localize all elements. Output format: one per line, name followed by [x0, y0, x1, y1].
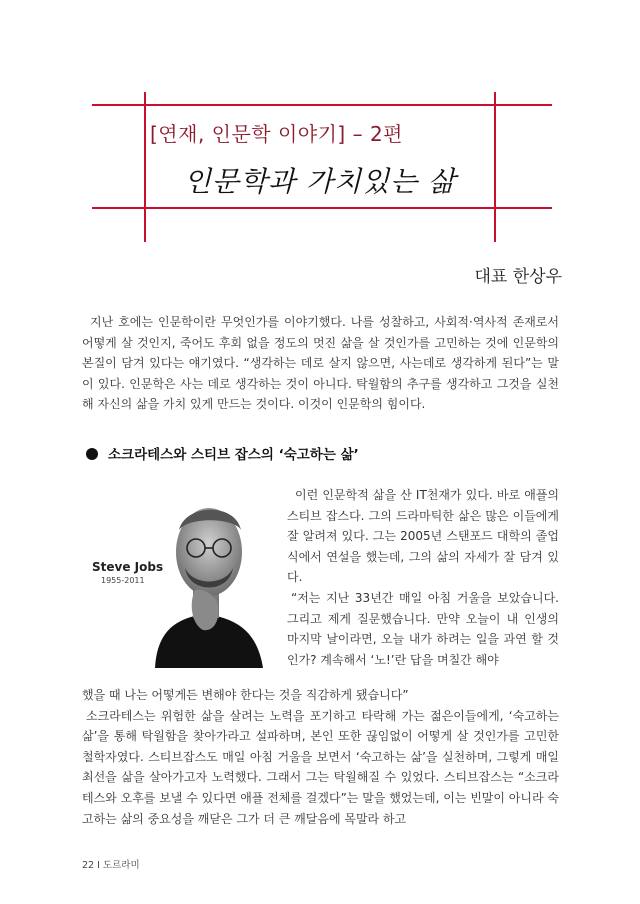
body-right-column	[287, 485, 559, 670]
quote-text-end: 했을 때 나는 어떻게든 변해야 한다는 것을 직감하게 됐습니다”	[82, 688, 409, 702]
intro-text: 지난 호에는 인문학이란 무엇인가를 이야기했다. 나를 성찰하고, 사회적·역사적 존재로서 어떻게 살 것인지, 죽어도 후회 없을 정도의 멋진 삶을 살 것인가를 고민하는 것에 인문학의 본질이 담겨 있다는 얘기였다. “생각하는 데로 살지 않으면, 사는데로 생각하게 된다”는 말이 있다. 인문학은 사는 데로 생각하는 것이 아니다. 탁월함의 추구를 생각하고 그것을 실천해 자신의 삶을 가치 있게 만드는 것이다. 이것이 인문학의 힘이다.	[82, 315, 559, 412]
closing-text: 소크라테스는 위험한 삶을 살려는 노력을 포기하고 타락해 가는 젊은이들에게, ‘숙고하는 삶’을 통해 탁월함을 찾아가라고 설파하며, 본인 또한 끊임없이 어떻게 살 것인가를 고민한 철학자였다. 스티브잡스도 매일 아침 거울을 보면서 ‘숙고하는 삶’을 실천하며, 그렇게 매일 최선을 삶을 살아가고자 노력했다. 그래서 그는 탁월해질 수 있었다. 스티브잡스는 “소크라테스와 오후를 보낼 수 있다면 애플 전체를 걸겠다”는 말을 했었는데, 이는 빈말이 아니라 숙고하는 삶의 중요성을 깨닫은 그가 더 큰 깨달음에 목말라 하고	[82, 708, 559, 826]
bullet-icon	[86, 448, 98, 460]
photo-caption-name: Steve Jobs	[92, 560, 164, 574]
author-byline: 대표 한상우	[474, 267, 562, 287]
section-heading	[86, 443, 359, 463]
body-right-text: 이런 인문학적 삶을 산 IT천재가 있다. 바로 애플의 스티브 잡스다. 그의 드라마틱한 삶은 많은 이들에게 잘 알려져 있다. 그는 2005년 스탠포드 대학의 졸업식에서 연설을 했는데, 그의 삶의 자세가 잘 담겨 있다.	[287, 488, 559, 585]
page-footer: 22 I 도르라미	[82, 860, 140, 871]
photo-caption-years: 1955-2011	[101, 576, 145, 585]
body-lower	[82, 685, 559, 829]
frame-line-bottom	[92, 207, 552, 209]
section-heading-text: 소크라테스와 스티브 잡스의 ‘숙고하는 삶’	[108, 447, 359, 463]
frame-line-top	[92, 104, 552, 106]
quote-text-start: “저는 지난 33년간 매일 아침 거울을 보았습니다. 그리고 제게 질문했습니다. 만약 오늘이 내 인생의 마지막 날이라면, 오늘 내가 하려는 일을 과연 할 것인가? 계속해서 ‘노!’란 답을 며칠간 해야	[287, 590, 559, 667]
portrait-image	[85, 490, 275, 668]
article-title: 인문학과 가치있는 삶	[183, 165, 457, 198]
series-label: [연재, 인문학 이야기] – 2편	[150, 122, 403, 146]
intro-paragraph	[82, 312, 559, 415]
